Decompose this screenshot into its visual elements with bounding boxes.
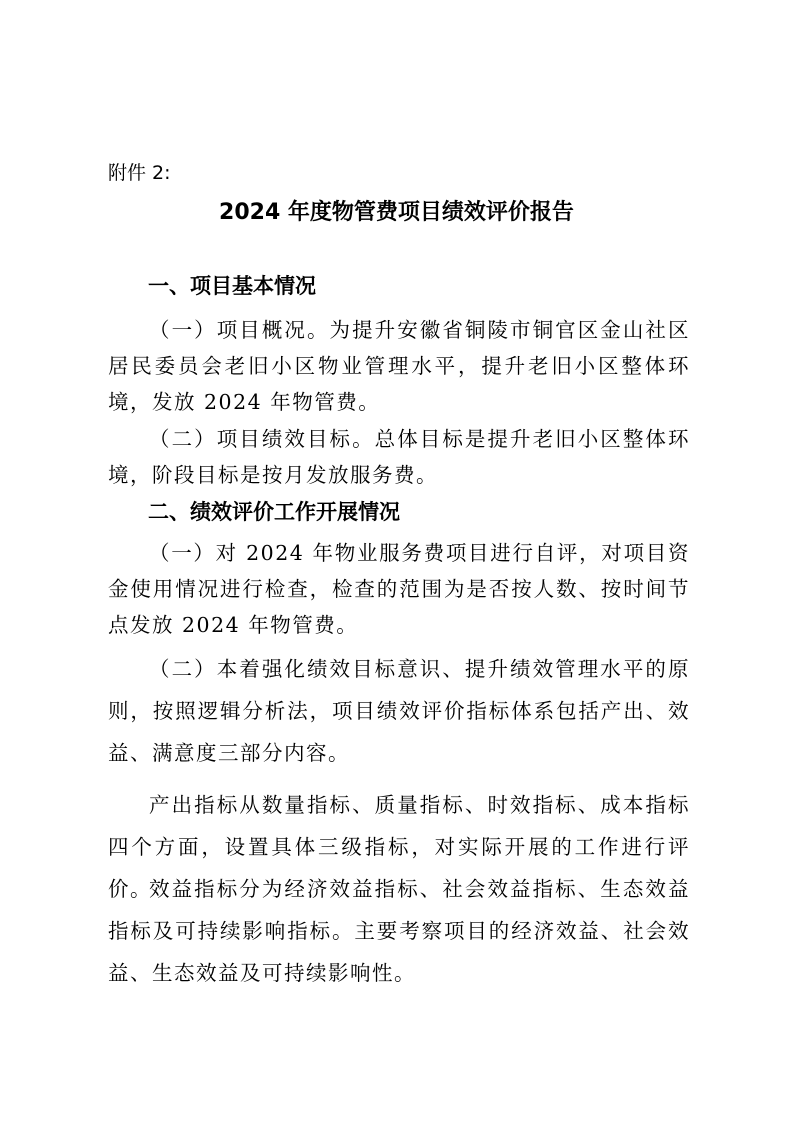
section2-para-principles: （二）本着强化绩效目标意识、提升绩效管理水平的原则，按照逻辑分析法，项目绩效评价指标体系包括产出、效益、满意度三部分内容。	[108, 657, 690, 765]
section1-para2-block	[108, 421, 690, 493]
section2-para-benefit-indicators: 效益指标分为经济效益指标、社会效益指标、生态效益指标及可持续影响指标。主要考察项目的经济效益、社会效益、生态效益及可持续影响性。	[108, 877, 690, 985]
section2-para1-block	[108, 535, 690, 643]
section2-para2-block	[108, 648, 690, 774]
section-heading-evaluation-work: 二、绩效评价工作开展情况	[148, 500, 400, 524]
section-heading-basic-info: 一、项目基本情况	[148, 274, 316, 298]
document-title: 2024 年度物管费项目绩效评价报告	[219, 200, 574, 225]
section1-para1-block	[108, 312, 690, 420]
section2-para-output-indicators: 产出指标从数量指标、质量指标、时效指标、成本指标四个方面，设置具体三级指标，对实际开展的工作进行评价。	[108, 793, 690, 901]
section2-para-self-evaluation: （一）对 2024 年物业服务费项目进行自评，对项目资金使用情况进行检查，检查的范围为是否按人数、按时间节点发放 2024 年物管费。	[108, 541, 690, 637]
section1-para-overview: （一）项目概况。为提升安徽省铜陵市铜官区金山社区居民委员会老旧小区物业管理水平，提升老旧小区整体环境，发放 2024 年物管费。	[108, 318, 690, 414]
section1-para-goals: （二）项目绩效目标。总体目标是提升老旧小区整体环境，阶段目标是按月发放服务费。	[108, 427, 690, 487]
section2-para4-block	[108, 868, 690, 994]
attachment-label: 附件 2:	[108, 162, 171, 184]
